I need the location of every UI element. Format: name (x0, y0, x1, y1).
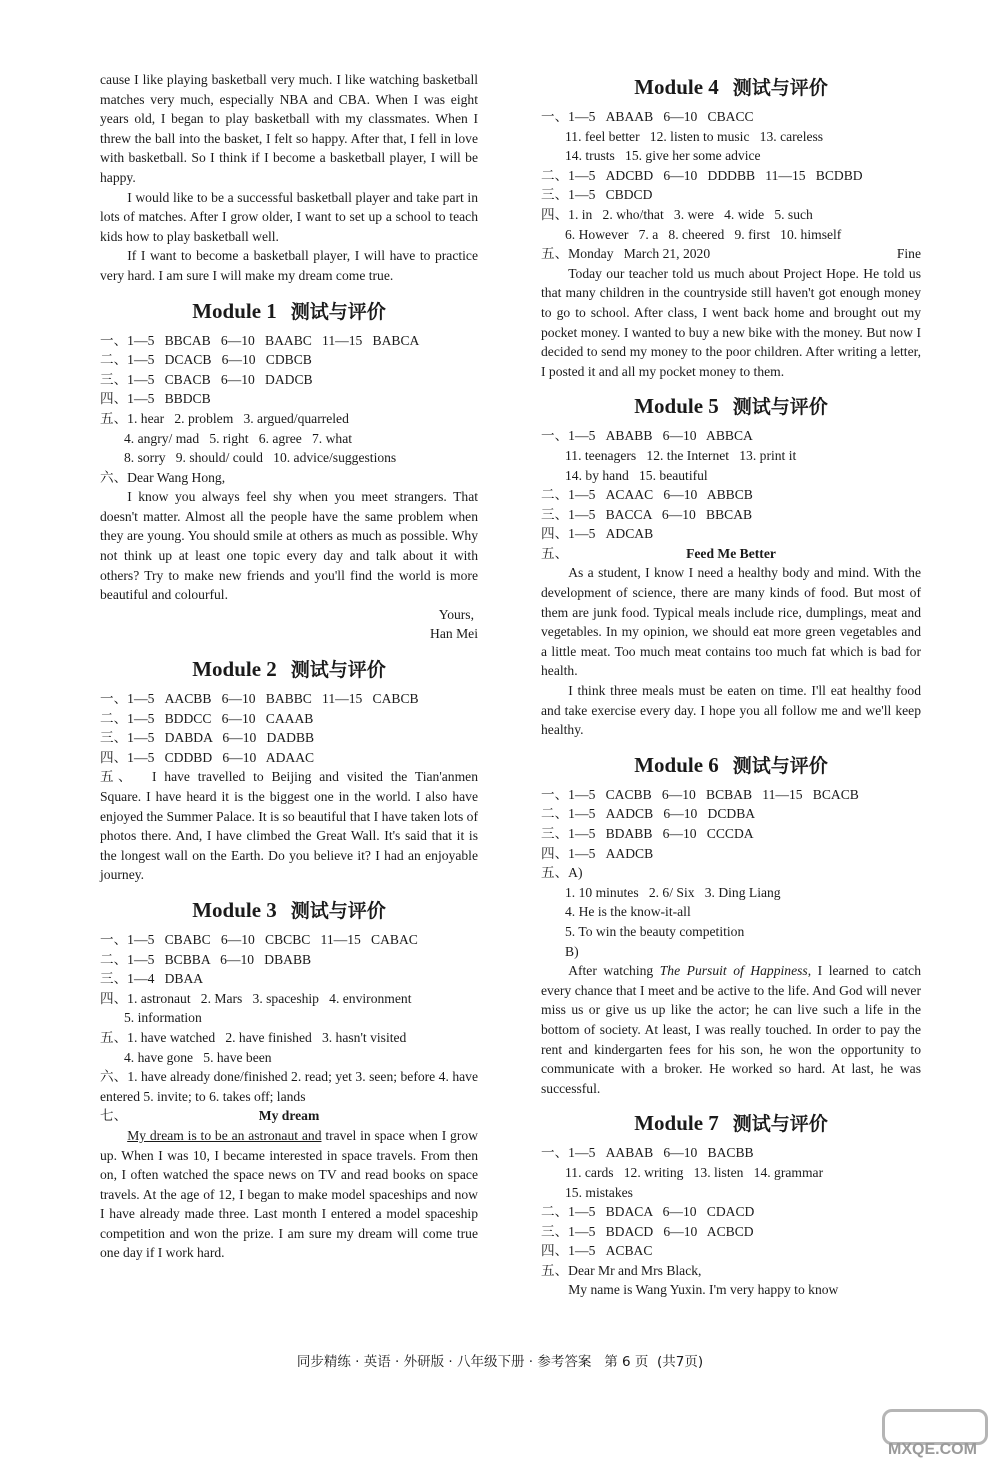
answer-row: 二、1—5 DCACB 6—10 CDBCB (100, 352, 312, 368)
essay-text: travel in space when I grow up. When I was 10, I became interested in space travels. From then on, I often watched the space news on TV and read books on space travels. At the age of 12, I began to make model spaceships and now I have already made three. Last month I entered a model spaceship competition and won the prize. I am sure my dream will come true one day if I work hard. (100, 1127, 478, 1261)
answer-subrow: 11. feel better 12. listen to music 13. careless (565, 128, 824, 144)
watermark-badge-icon (882, 1409, 988, 1445)
module-3-heading (100, 897, 478, 924)
answer-row: 五、A) (541, 865, 583, 881)
essay-title: Feed Me Better (686, 545, 776, 561)
essay-text-pre: After watching (568, 963, 660, 979)
answer-row: 四、1—5 AADCB (541, 845, 654, 861)
module-title: Module 5 (634, 394, 719, 419)
module-title: Module 7 (634, 1111, 719, 1136)
answer-row: 五、Dear Mr and Mrs Black, (541, 1262, 702, 1278)
answer-row: 三、1—5 BDACD 6—10 ACBCD (541, 1223, 754, 1239)
answer-subrow: 14. by hand 15. beautiful (565, 467, 708, 483)
answer-row: 四、1—5 BBDCB (100, 391, 211, 407)
answer-row: 三、1—5 CBDCD (541, 187, 653, 203)
letter-closing: Yours, (438, 606, 474, 622)
answer-subrow: 4. angry/ mad 5. right 6. agree 7. what (124, 430, 353, 446)
essay-paragraph (100, 767, 478, 885)
essay-body (100, 1126, 478, 1263)
essay-label: 五、 (541, 545, 569, 561)
module-title: Module 1 (192, 298, 277, 323)
essay-label: 五、 (100, 769, 136, 785)
answer-row: 一、1—5 CBABC 6—10 CBCBC 11—15 CABAC (100, 931, 418, 947)
essay-header (100, 1106, 478, 1126)
answer-row: 三、1—5 BDABB 6—10 CCCDA (541, 826, 754, 841)
answer-row: 四、1. astronaut 2. Mars 3. spaceship 4. environment (100, 990, 412, 1006)
diary-body: Today our teacher told us much about Project Hope. He told us that many children in the countryside still haven't got enough money to go to school. After class, I went back home and brought out my pocket money. I wanted to buy a new bike with the money. But now I decided to send my money to the poor children. After writing a letter, I posted it and all my pocket money to them. (541, 265, 921, 379)
answer-row: 一、1—5 CACBB 6—10 BCBAB 11—15 BCACB (541, 786, 859, 802)
answer-row: 一、1—5 AACBB 6—10 BABBC 11—15 CABCB (100, 691, 419, 707)
answer-subrow: 4. have gone 5. have been (124, 1049, 272, 1065)
module-title: Module 3 (192, 897, 277, 922)
module-2-heading (100, 656, 478, 683)
answer-row: 四、1—5 ACBAC (541, 1243, 653, 1259)
essay-paragraph-1: As a student, I know I need a healthy body and mind. With the development of science, there are many kinds of food. But most of them are junk food. Typical meals include rice, dumplings, meat and vegetables. In my opinion, we should eat more green vegetables and a little meat. Too much meat contains too much fat which is bad for health. (541, 565, 921, 679)
essay-body (541, 961, 921, 1098)
module-6-heading (541, 752, 921, 779)
intro-paragraph-2: I would like to be a successful basketball player and take part in lots of matches. After I grow older, I want to set up a school to teach kids how to play basketball well. (100, 189, 478, 244)
essay-paragraph-2: I think three meals must be eaten on time. I'll eat healthy food and take exercise every day. I hope you all follow me and we'll keep healthy. (541, 683, 921, 738)
essay-title: My dream (258, 1108, 320, 1124)
answer-row: 五、1. hear 2. problem 3. argued/quarreled (100, 410, 349, 426)
answer-row: 四、1—5 ADCAB (541, 526, 654, 542)
answer-subrow: 1. 10 minutes 2. 6/ Six 3. Ding Liang (565, 884, 781, 900)
letter-body: My name is Wang Yuxin. I'm very happy to know (568, 1282, 839, 1298)
module-title-cn: 测试与评价 (732, 754, 828, 777)
diary-date: 五、Monday March 21, 2020 (541, 246, 711, 262)
answer-subrow: 5. information (124, 1010, 202, 1026)
answer-subrow: B) (565, 943, 579, 959)
answer-row: 一、1—5 ABAAB 6—10 CBACC (541, 109, 754, 124)
answer-subrow: 11. teenagers 12. the Internet 13. print it (565, 447, 797, 463)
module-title-cn: 测试与评价 (732, 396, 828, 419)
letter-body: I know you always feel shy when you meet strangers. That doesn't matter. Almost all the people have the same problem when they are young. You should smile at others as much as possible. Why not think up at least one topic every day and talk about it with others? Try to make new friends and you'll find the world is more beautiful and colourful. (100, 489, 478, 603)
answer-subrow: 11. cards 12. writing 13. listen 14. grammar (565, 1164, 824, 1180)
answer-subrow: 5. To win the beauty competition (565, 923, 745, 939)
module-title: Module 4 (634, 75, 719, 99)
answer-row: 三、1—4 DBAA (100, 971, 204, 987)
module-title: Module 2 (192, 657, 277, 682)
site-watermark-logo (880, 1405, 990, 1467)
diary-weather: Fine (896, 246, 921, 262)
answer-subrow: 14. trusts 15. give her some advice (565, 148, 761, 164)
answer-paragraph: 六、1. have already done/finished 2. read; yet 3. seen; before 4. have entered 5. invite; to 6. takes off; lands (100, 1069, 478, 1104)
answer-row: 二、1—5 ACAAC 6—10 ABBCB (541, 487, 753, 503)
answer-row: 三、1—5 BACCA 6—10 BBCAB (541, 506, 753, 522)
answer-row: 五、1. have watched 2. have finished 3. hasn't visited (100, 1029, 407, 1045)
intro-paragraph-1: cause I like playing basketball very much. I like watching basketball matches very much, especially NBA and CBA. When I was eight years old, I began to play basketball with my classmates. When I threw the ball into the basket, I felt so happy. After that, I fell in love with basketball. So I think if I become a basketball player, I will be happy. (100, 72, 478, 185)
module-title-cn: 测试与评价 (290, 659, 386, 682)
module-7-heading (541, 1110, 921, 1137)
answer-subrow: 8. sorry 9. should/ could 10. advice/suggestions (124, 450, 397, 466)
module-5-heading (541, 393, 921, 420)
answer-row: 二、1—5 BDACA 6—10 CDACD (541, 1204, 755, 1220)
answer-row: 二、1—5 BCBBA 6—10 DBABB (100, 951, 312, 967)
answer-row: 二、1—5 BDDCC 6—10 CAAAB (100, 710, 314, 726)
essay-text-post: , I learned to catch every chance that I meet and be active to the life. And God will never miss us or give us up like the actor; he can live such a life in the bottom of society. At least, I was really touched. In order to pay the rent and kindergarten fees for his son, he won the opportunity to communicate with a broker. He worked so hard. At last, he was successful. (541, 963, 921, 1096)
answer-subrow: 6. However 7. a 8. cheered 9. first 10. himself (565, 226, 842, 242)
answer-row: 三、1—5 DABDA 6—10 DADBB (100, 730, 315, 746)
answer-row: 三、1—5 CBACB 6—10 DADCB (100, 371, 313, 387)
page-footer: 同步精练 · 英语 · 外研版 · 八年级下册 · 参考答案 第 6 页 (共7页) (296, 1354, 704, 1370)
answer-row: 二、1—5 AADCB 6—10 DCDBA (541, 806, 756, 822)
answer-row: 一、1—5 AABAB 6—10 BACBB (541, 1145, 754, 1161)
essay-text: I have travelled to Beijing and visited the Tian'anmen Square. I have heard it is the biggest one in the world. I also have enjoyed the Summer Palace. It is so beautiful that I have taken lots of photos there. And, I have climbed the Great Wall. It's said that it is the longest wall on the Earth. Do you believe it? I had an enjoyable journey. (100, 769, 478, 883)
answer-row: 一、1—5 ABABB 6—10 ABBCA (541, 428, 753, 444)
letter-signature: Han Mei (430, 626, 478, 642)
module-title-cn: 测试与评价 (732, 1113, 828, 1136)
answer-row: 一、1—5 BBCAB 6—10 BAABC 11—15 BABCA (100, 332, 420, 348)
essay-header (541, 544, 921, 564)
module-title-cn: 测试与评价 (290, 899, 386, 922)
diary-header (541, 244, 921, 264)
answer-subrow: 4. He is the know-it-all (565, 904, 691, 920)
module-title: Module 6 (634, 752, 719, 777)
module-title-cn: 测试与评价 (290, 300, 386, 323)
module-title-cn: 测试与评价 (732, 77, 828, 99)
essay-film-title: The Pursuit of Happiness (659, 963, 808, 979)
left-column (100, 70, 478, 1263)
answer-row: 二、1—5 ADCBD 6—10 DDDBB 11—15 BCDBD (541, 167, 863, 183)
answer-row: 四、1—5 CDDBD 6—10 ADAAC (100, 749, 315, 765)
answer-row: 四、1. in 2. who/that 3. were 4. wide 5. such (541, 206, 813, 222)
letter-salutation: 六、Dear Wang Hong, (100, 469, 226, 485)
module-1-heading (100, 298, 478, 325)
watermark-text: MXQE.COM (888, 1441, 977, 1458)
right-column (541, 70, 921, 1300)
essay-underlined: My dream is to be an astronaut and (127, 1127, 322, 1143)
answer-subrow: 15. mistakes (565, 1184, 633, 1200)
essay-label: 七、 (100, 1108, 128, 1124)
intro-paragraph-3: If I want to become a basketball player, I will have to practice very hard. I am sure I will make my dream come true. (100, 248, 478, 283)
module-4-heading (541, 74, 921, 101)
